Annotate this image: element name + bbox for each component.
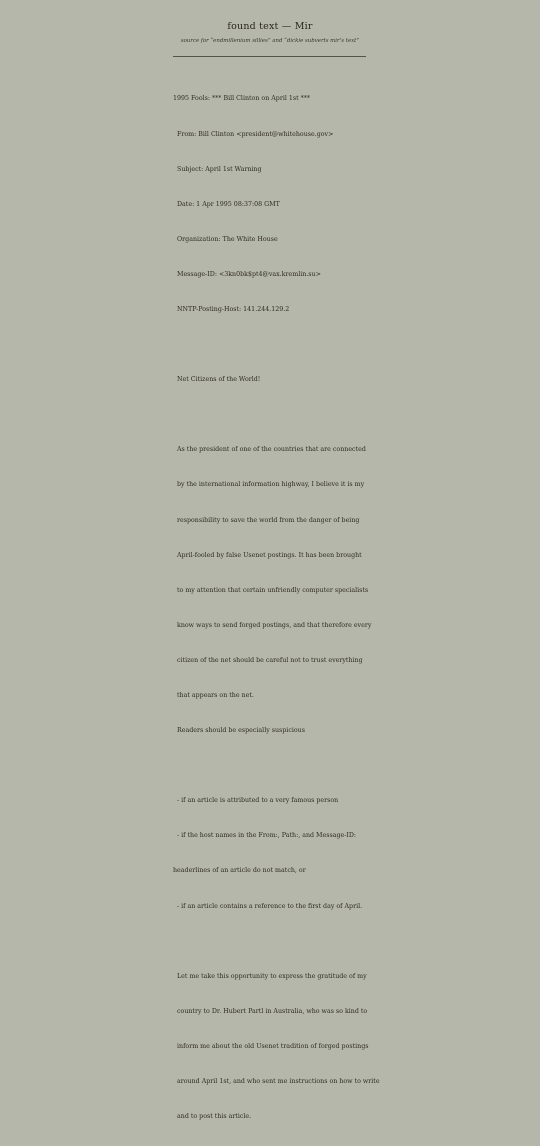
text-line: inform me about the old Usenet tradition of forged postings (173, 1042, 369, 1050)
text-line: - if an article is attributed to a very famous person (173, 797, 339, 805)
header-divider (173, 56, 366, 57)
text-line: responsibility to save the world from the danger of being (173, 516, 360, 524)
text-line: Net Citizens of the World! (173, 376, 261, 384)
text-line: Message-ID: <3kn0bk$pt4@vax.kremlin.su> (173, 270, 321, 278)
text-line: - if an article contains a reference to the first day of April. (173, 902, 363, 910)
page-subtitle: source for “endmillenium sillies” and “dickie subverts mir’s text” (180, 38, 360, 44)
text-line: by the international information highway, I believe it is my (173, 481, 365, 489)
text-line: headerlines of an article do not match, or (173, 867, 306, 875)
text-line: As the president of one of the countries that are connected (173, 446, 366, 454)
text-line (173, 339, 403, 351)
page-title: found text — Mir (227, 21, 313, 32)
text-line: Subject: April 1st Warning (173, 165, 262, 173)
text-line: country to Dr. Hubert Partl in Australia, who was so kind to (173, 1007, 368, 1015)
text-line: Date: 1 Apr 1995 08:37:08 GMT (173, 200, 280, 208)
text-line: to my attention that certain unfriendly computer specialists (173, 586, 369, 594)
text-line: - if the host names in the From:, Path:, and Message-ID: (173, 832, 356, 840)
text-line: Readers should be especially suspicious (173, 727, 305, 735)
text-line: around April 1st, and who sent me instructions on how to write (173, 1078, 380, 1086)
text-line: From: Bill Clinton <president@whitehouse.gov> (173, 130, 334, 138)
text-line: Organization: The White House (173, 235, 278, 243)
text-line: NNTP-Posting-Host: 141.244.129.2 (173, 305, 290, 313)
text-line (173, 409, 403, 421)
page-header (0, 20, 540, 46)
text-line: know ways to send forged postings, and that therefore every (173, 621, 372, 629)
text-line (173, 760, 403, 772)
text-line (173, 936, 403, 948)
found-text-body (173, 70, 403, 1146)
text-line: and to post this article. (173, 1113, 252, 1121)
text-line: April-fooled by false Usenet postings. It has been brought (173, 551, 362, 559)
text-line: 1995 Fools: *** Bill Clinton on April 1st *** (173, 95, 311, 103)
text-line: that appears on the net. (173, 692, 254, 699)
text-line: Let me take this opportunity to express the gratitude of my (173, 972, 367, 980)
text-line: citizen of the net should be careful not to trust everything (173, 656, 363, 664)
